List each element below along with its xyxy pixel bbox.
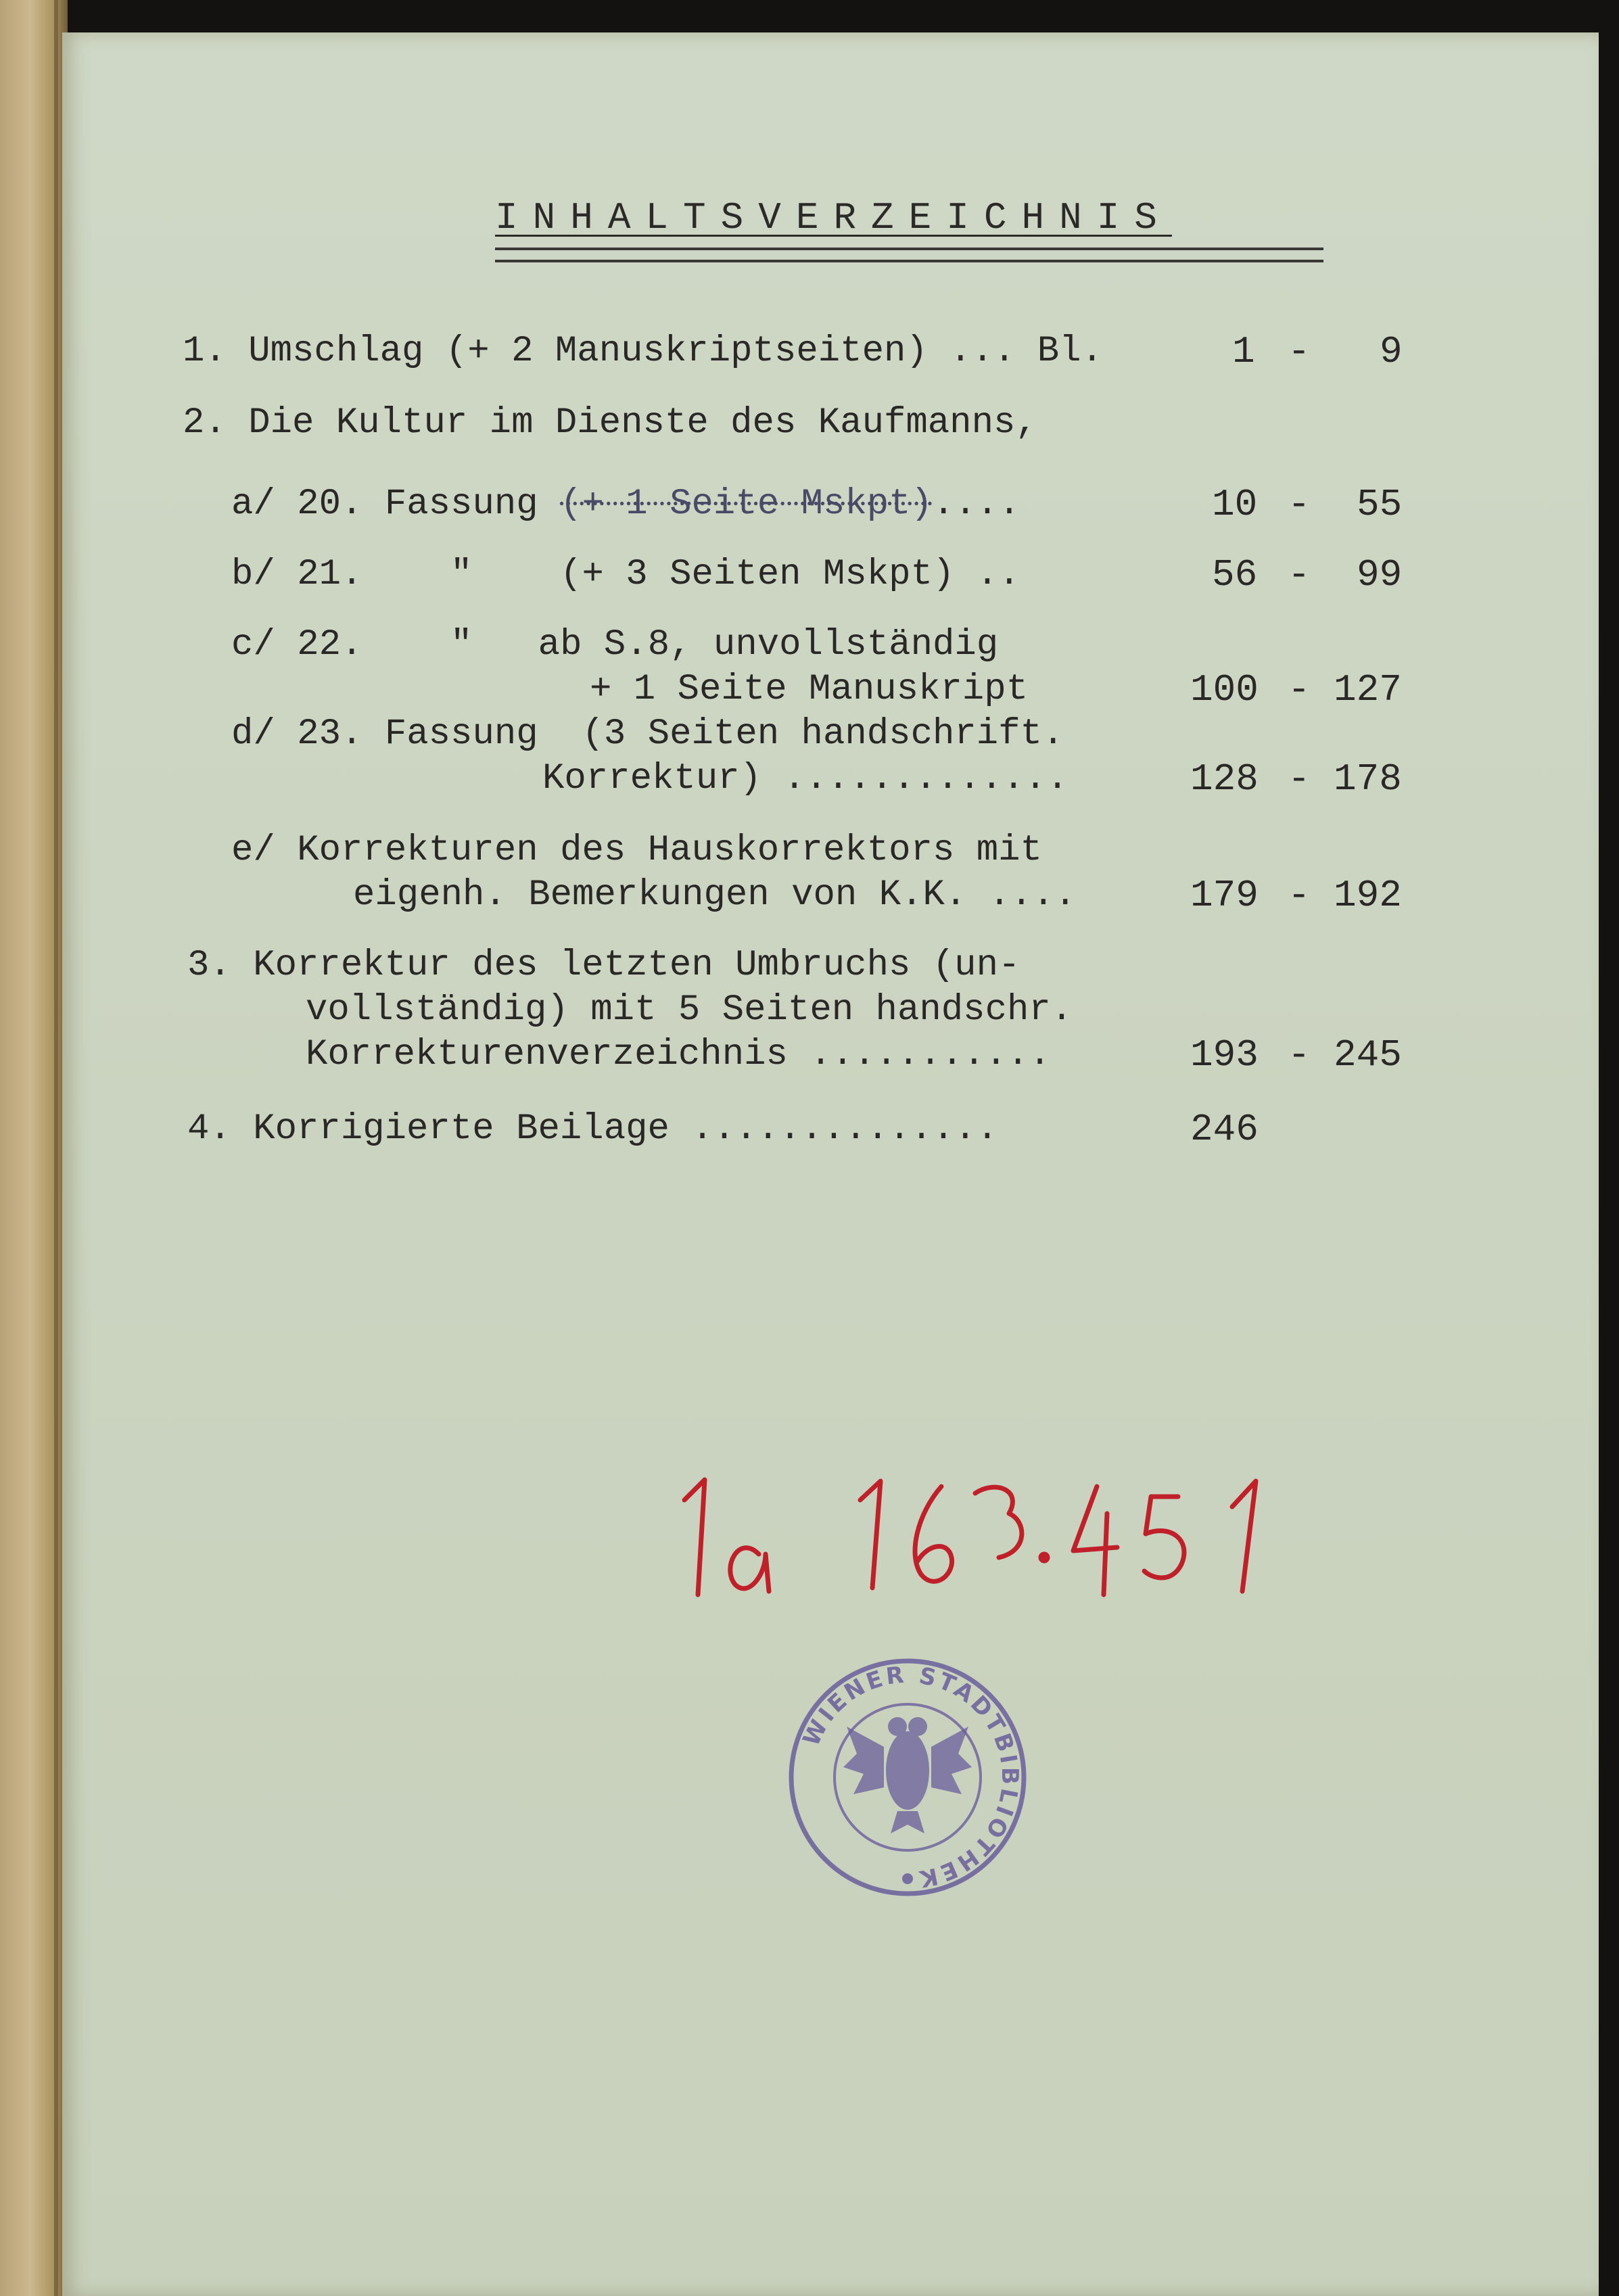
library-stamp <box>782 1652 1033 1902</box>
toc-entry-3-cont: vollständig) mit 5 Seiten handschr. <box>306 989 1073 1031</box>
toc-entry-1-dash: - <box>1288 330 1311 373</box>
toc-entry-3-from: 193 <box>1190 1033 1259 1077</box>
toc-entry-2b: b/ 21. " (+ 3 Seiten Mskpt) .. <box>231 554 1020 595</box>
toc-entry-3-dash: - <box>1288 1033 1311 1077</box>
toc-entry-2d-cont: Korrektur) ............. <box>542 758 1069 799</box>
toc-entry-2c: c/ 22. " ab S.8, unvollständig <box>231 624 999 665</box>
stamp-text: WIENER STADTBIBLIOTHEK <box>797 1661 1024 1893</box>
toc-entry-2e-from: 179 <box>1190 874 1259 917</box>
toc-entry-2d-from: 128 <box>1190 757 1259 801</box>
toc-entry-1-to: 9 <box>1380 330 1403 373</box>
toc-entry-2e-dash: - <box>1288 874 1311 917</box>
toc-entry-2: 2. Die Kultur im Dienste des Kaufmanns, <box>183 402 1037 444</box>
page-title: INHALTSVERZEICHNIS <box>495 196 1172 239</box>
toc-entry-2b-from: 56 <box>1212 553 1258 596</box>
toc-entry-2b-dash: - <box>1288 553 1311 596</box>
toc-entry-2a-text: a/ 20. Fassung <box>231 484 561 525</box>
toc-entry-3-to: 245 <box>1334 1033 1402 1077</box>
toc-entry-1-from: 1 <box>1232 330 1255 373</box>
handwritten-shelfmark <box>657 1439 1307 1642</box>
toc-entry-2a-to: 55 <box>1357 483 1403 526</box>
toc-entry-2e-cont: eigenh. Bemerkungen von K.K. .... <box>353 874 1077 916</box>
spine-edge <box>54 0 58 2296</box>
toc-entry-2c-dash: - <box>1288 668 1311 711</box>
toc-entry-2c-to: 127 <box>1334 668 1402 711</box>
toc-entry-3-cont2: Korrekturenverzeichnis ........... <box>306 1034 1051 1075</box>
struck-through-text: (+ 1 Seite Mskpt) <box>560 484 933 525</box>
toc-entry-2e: e/ Korrekturen des Hauskorrektors mit <box>231 830 1042 871</box>
toc-entry-2a-leader: .... <box>932 484 1020 525</box>
toc-entry-2e-to: 192 <box>1334 874 1402 917</box>
toc-entry-2b-to: 99 <box>1357 553 1403 596</box>
toc-entry-2c-from: 100 <box>1190 668 1259 711</box>
toc-entry-2a-from: 10 <box>1212 483 1258 526</box>
toc-entry-2c-cont: + 1 Seite Manuskript <box>590 669 1029 710</box>
toc-entry-2a <box>231 484 1020 525</box>
title-double-rule <box>495 248 1323 262</box>
toc-entry-1: 1. Umschlag (+ 2 Manuskriptseiten) ... Bl. <box>183 331 1104 372</box>
document-page <box>62 32 1599 2296</box>
toc-entry-4: 4. Korrigierte Beilage .............. <box>187 1108 998 1150</box>
toc-entry-2a-dash: - <box>1288 483 1311 526</box>
toc-entry-4-from: 246 <box>1190 1108 1259 1151</box>
toc-entry-2d: d/ 23. Fassung (3 Seiten handschrift. <box>231 713 1064 755</box>
toc-entry-3: 3. Korrektur des letzten Umbruchs (un- <box>187 945 1020 986</box>
toc-entry-2d-to: 178 <box>1334 757 1402 801</box>
toc-entry-2d-dash: - <box>1288 757 1311 801</box>
